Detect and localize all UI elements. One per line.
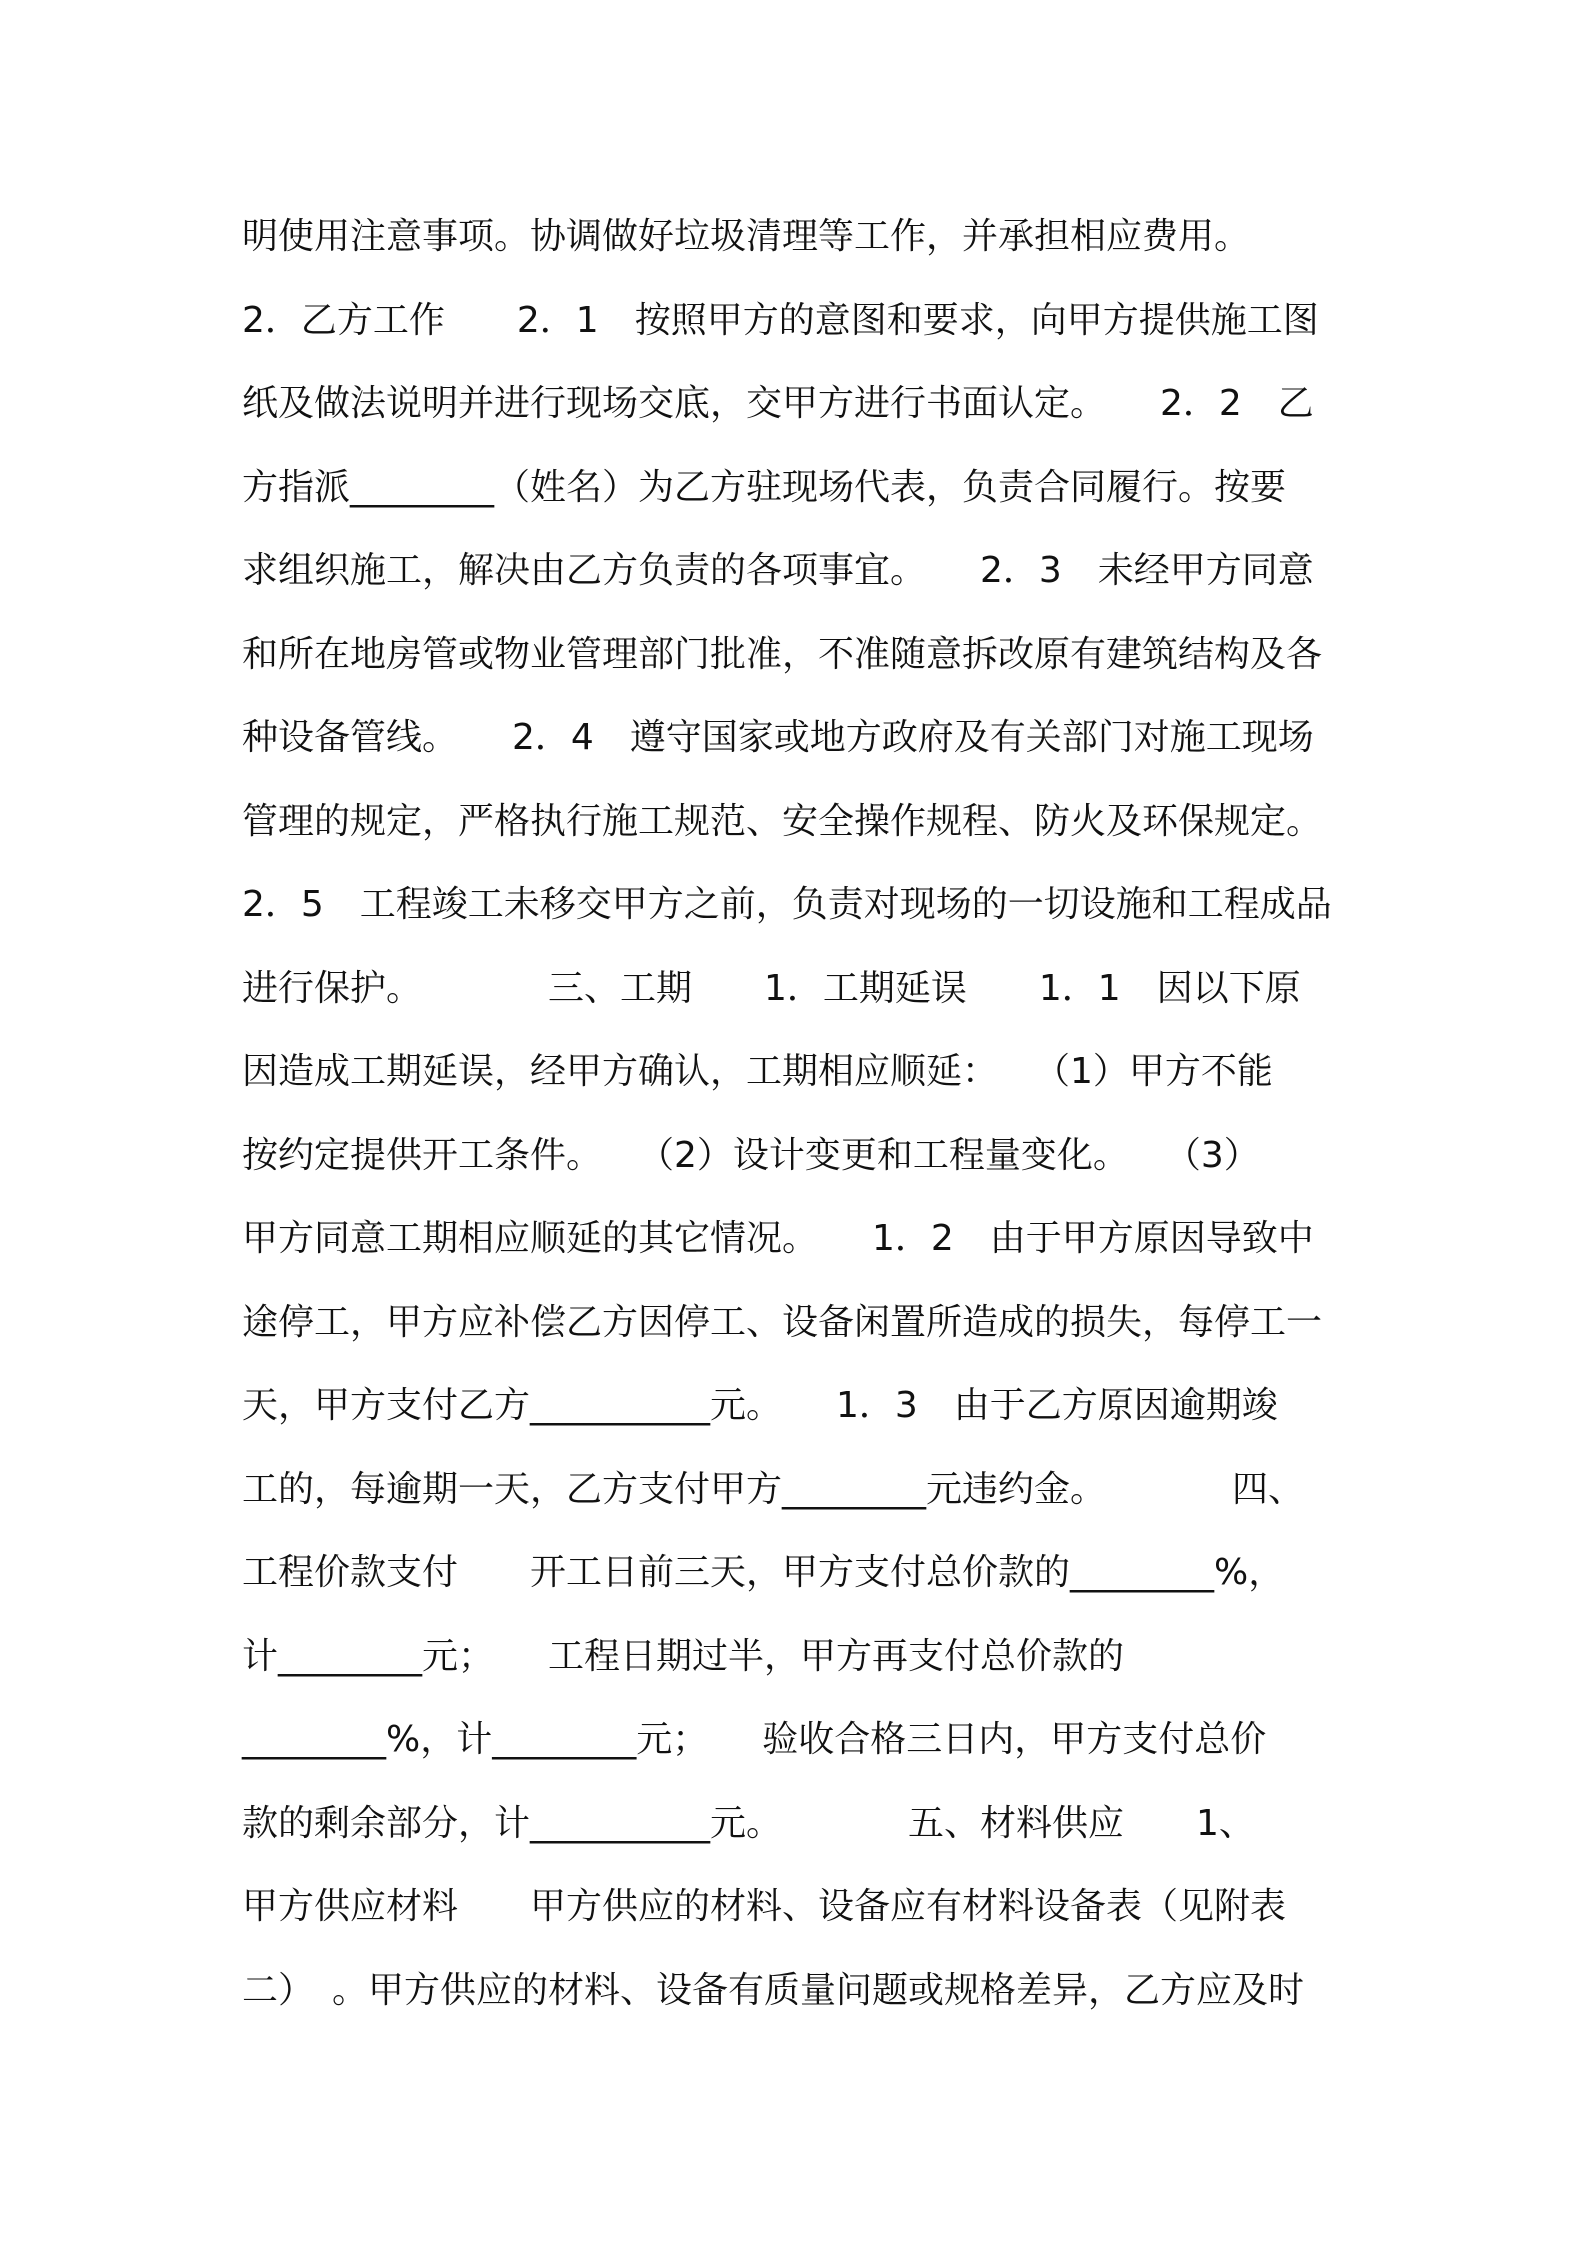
- text-line: 途停工，甲方应补偿乙方因停工、设备闲置所造成的损失，每停工一: [242, 1301, 1323, 1343]
- text-line: 二） 。甲方供应的材料、设备有质量问题或规格差异，乙方应及时: [242, 1969, 1305, 2011]
- text-line: 按约定提供开工条件。 （2）设计变更和工程量变化。 （3）: [242, 1134, 1260, 1176]
- text-line: 天，甲方支付乙方__________元。 1．3 由于乙方原因逾期竣: [242, 1385, 1278, 1426]
- text-line: 款的剩余部分，计__________元。 五、材料供应 1、: [242, 1802, 1255, 1844]
- text-line: 工程价款支付 开工日前三天，甲方支付总价款的________%，: [242, 1552, 1285, 1593]
- text-line: ________%，计________元； 验收合格三日内，甲方支付总价: [242, 1719, 1267, 1760]
- text-line: 2．5 工程竣工未移交甲方之前，负责对现场的一切设施和工程成品: [242, 884, 1332, 925]
- text-line: 管理的规定，严格执行施工规范、安全操作规程、防火及环保规定。: [242, 800, 1323, 842]
- contract-body-text: [242, 195, 1362, 2032]
- text-line: 因造成工期延误，经甲方确认，工期相应顺延： （1）甲方不能: [242, 1051, 1273, 1092]
- text-line: 甲方供应材料 甲方供应的材料、设备应有材料设备表（见附表: [242, 1886, 1287, 1927]
- text-line: 甲方同意工期相应顺延的其它情况。 1．2 由于甲方原因导致中: [242, 1218, 1314, 1259]
- text-line: 和所在地房管或物业管理部门批准，不准随意拆改原有建筑结构及各: [242, 633, 1323, 675]
- text-line: 计________元； 工程日期过半，甲方再支付总价款的: [242, 1635, 1125, 1677]
- text-line: 求组织施工，解决由乙方负责的各项事宜。 2．3 未经甲方同意: [242, 550, 1314, 591]
- text-line: 纸及做法说明并进行现场交底，交甲方进行书面认定。 2．2 乙: [242, 383, 1314, 424]
- text-line: 工的，每逾期一天，乙方支付甲方________元违约金。 四、: [242, 1468, 1305, 1510]
- text-line: 方指派________（姓名）为乙方驻现场代表，负责合同履行。按要: [242, 466, 1287, 508]
- text-line: 种设备管线。 2．4 遵守国家或地方政府及有关部门对施工现场: [242, 717, 1314, 758]
- text-line: 进行保护。 三、工期 1．工期延误 1．1 因以下原: [242, 967, 1301, 1009]
- text-line: 明使用注意事项。协调做好垃圾清理等工作，并承担相应费用。: [242, 216, 1251, 257]
- text-line: 2．乙方工作 2．1 按照甲方的意图和要求，向甲方提供施工图: [242, 299, 1319, 341]
